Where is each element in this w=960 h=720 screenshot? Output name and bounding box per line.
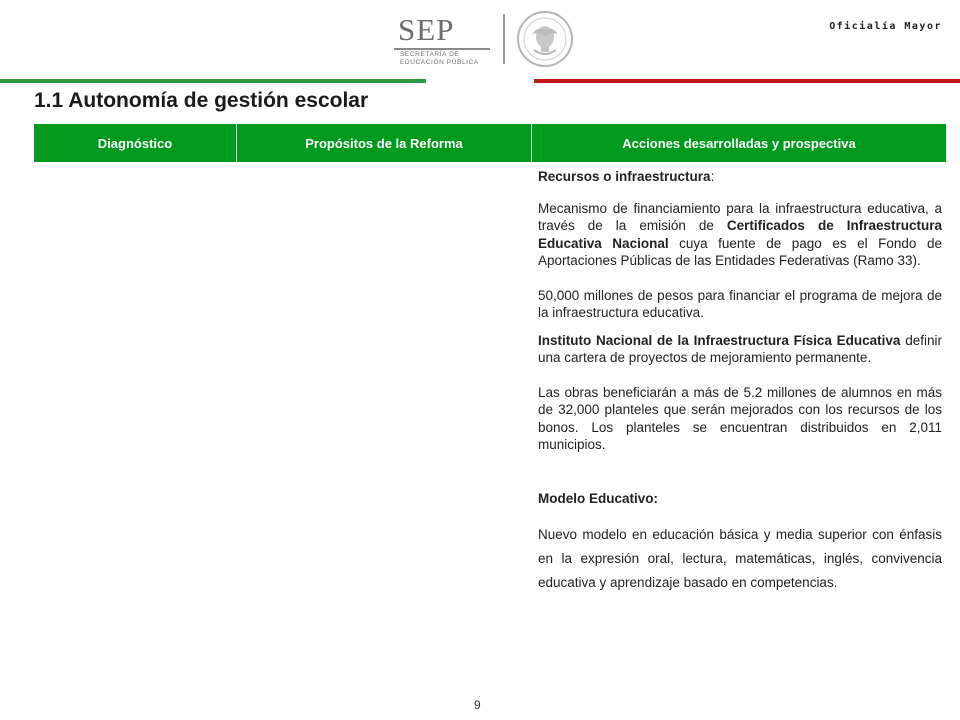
header-diagnostico: Diagnóstico bbox=[34, 124, 237, 162]
instituto-bold: Instituto Nacional de la Infraestructura Física Educativa bbox=[538, 332, 901, 348]
sep-logo-word: SEP bbox=[398, 12, 455, 47]
mecanismo-text: Mecanismo de financiamiento para la infraestructura educativa, a través de la emisión de bbox=[538, 200, 942, 233]
stripe-green bbox=[0, 79, 426, 83]
sep-logo-bar bbox=[394, 48, 490, 50]
instituto-text: definir una cartera de proyectos de mejoramiento permanente. bbox=[538, 332, 942, 365]
modelo-heading-text: Modelo Educativo: bbox=[538, 490, 659, 506]
table-header bbox=[34, 124, 946, 162]
header-divider bbox=[503, 14, 505, 64]
instituto-paragraph bbox=[538, 332, 942, 367]
page-number: 9 bbox=[474, 698, 481, 712]
sep-logo-icon bbox=[386, 10, 496, 70]
modelo-heading bbox=[538, 490, 942, 508]
page-title: 1.1 Autonomía de gestión escolar bbox=[34, 89, 369, 112]
header-propositos: Propósitos de la Reforma bbox=[237, 124, 532, 162]
recursos-heading-text: Recursos o infraestructura bbox=[538, 169, 711, 184]
sep-logo-subtitle: SECRETARÍA DE EDUCACIÓN PÚBLICA bbox=[400, 51, 479, 66]
mexico-seal-icon bbox=[516, 10, 574, 68]
acciones-column bbox=[538, 168, 942, 595]
mecanismo-paragraph bbox=[538, 200, 942, 270]
recursos-heading bbox=[538, 168, 942, 186]
mecanismo-bold: Certificados de Infraestructura Educativa Nacional bbox=[538, 218, 942, 251]
recursos-colon: : bbox=[710, 169, 715, 184]
header-acciones: Acciones desarrolladas y prospectiva bbox=[622, 135, 856, 151]
office-label: Oficialía Mayor bbox=[829, 21, 942, 32]
obras-paragraph: Las obras beneficiarán a más de 5.2 millones de alumnos en más de 32,000 planteles que serán mejorados con los recursos de los bonos. Los planteles se encuentran distribuidos en 2,011 municipios. bbox=[538, 384, 942, 452]
modelo-paragraph: Nuevo modelo en educación básica y media superior con énfasis en la expresión oral, lectura, matemáticas, inglés, convivencia educativa y aprendizaje basado en competencias. bbox=[538, 527, 942, 590]
stripe-red bbox=[534, 79, 960, 83]
mecanismo-text-end: cuya fuente de pago es el Fondo de Aportaciones Públicas de las Entidades Federativas (Ramo 33). bbox=[538, 235, 942, 268]
millones-paragraph: 50,000 millones de pesos para financiar el programa de mejora de la infraestructura educativa. bbox=[538, 287, 942, 320]
